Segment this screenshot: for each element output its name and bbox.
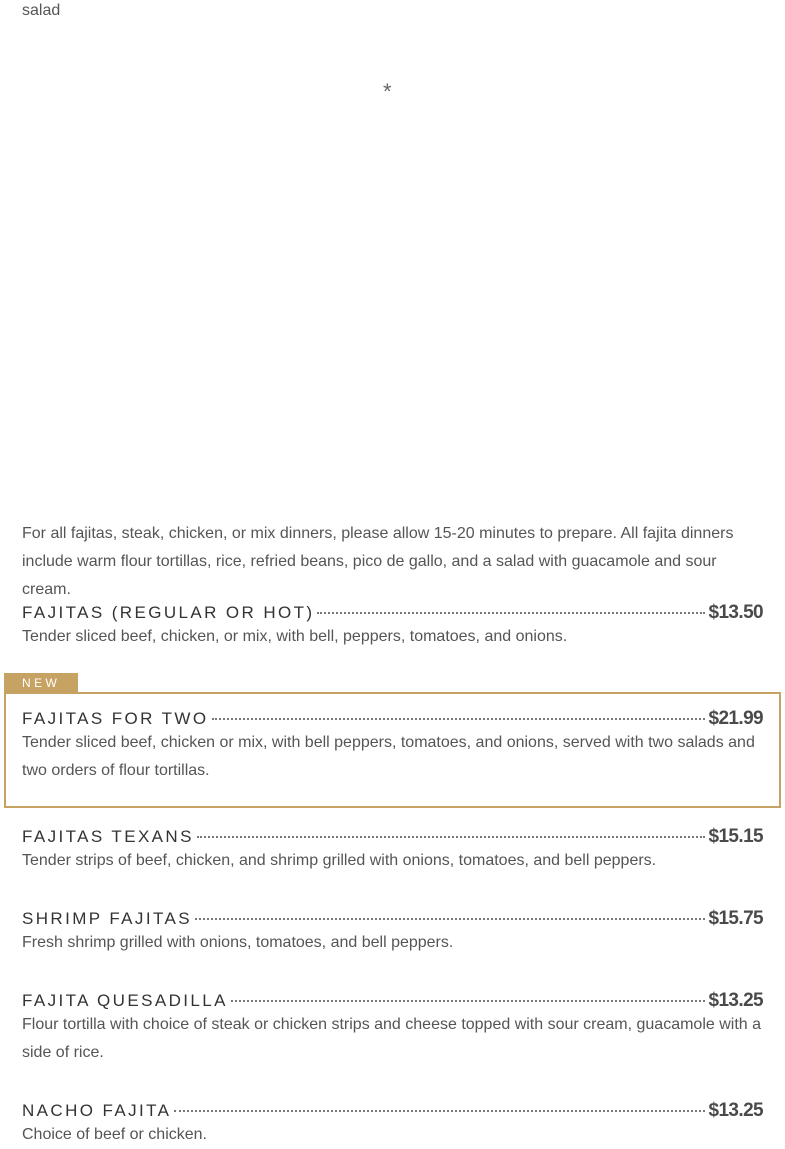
menu-item-description: Fresh shrimp grilled with onions, tomatoes, and bell peppers. [22, 934, 454, 951]
menu-item-description: Tender sliced beef, chicken or mix, with bell peppers, tomatoes, and onions, served with two salads and two orders of flour tortillas. [22, 734, 755, 779]
menu-item-description: Tender sliced beef, chicken, or mix, with bell, peppers, tomatoes, and onions. [22, 628, 568, 645]
menu-item-name: FAJITA QUESADILLA [22, 991, 228, 1010]
menu-item-name: FAJITAS (REGULAR OR HOT) [22, 603, 315, 622]
fajitas-section-intro: For all fajitas, steak, chicken, or mix dinners, please allow 15-20 minutes to prepare. All fajita dinners include warm flour tortillas, rice, refried beans, pico de gallo, and a salad with guacamole and sour cream. [22, 525, 734, 598]
menu-item-description: Flour tortilla with choice of steak or chicken strips and cheese topped with sour cream, guacamole with a side of rice. [22, 1016, 762, 1061]
menu-item-shrimp-fajitas [22, 908, 763, 957]
menu-item-header [22, 908, 763, 930]
menu-item-header [22, 602, 763, 624]
menu-item-fajitas-texans [22, 826, 763, 875]
previous-item-description-tail: salad [22, 2, 61, 19]
menu-item-name: SHRIMP FAJITAS [22, 909, 192, 928]
menu-item-fajitas-for-two [22, 708, 763, 785]
menu-item-nacho-fajita [22, 1100, 763, 1149]
new-badge: NEW [4, 673, 78, 693]
menu-item-name: FAJITAS TEXANS [22, 827, 194, 846]
menu-item-name: FAJITAS FOR TWO [22, 709, 209, 728]
menu-item-description: Choice of beef or chicken. [22, 1126, 207, 1143]
dot-leader [212, 718, 706, 720]
menu-item-description: Tender strips of beef, chicken, and shrimp grilled with onions, tomatoes, and bell peppers. [22, 852, 657, 869]
menu-item-price: $13.25 [708, 990, 763, 1011]
dot-leader [197, 836, 706, 838]
menu-item-fajita-quesadilla [22, 990, 763, 1067]
menu-item-price: $15.15 [708, 826, 763, 847]
menu-item-name: NACHO FAJITA [22, 1101, 172, 1120]
menu-item-price: $15.75 [708, 908, 763, 929]
menu-item-fajitas-regular-or-hot [22, 602, 763, 651]
menu-item-header [22, 990, 763, 1012]
dot-leader [195, 918, 706, 920]
menu-item-header [22, 826, 763, 848]
menu-item-header [22, 1100, 763, 1122]
dot-leader [317, 612, 705, 614]
asterisk-divider-icon: * [383, 79, 392, 104]
menu-item-price: $13.50 [708, 602, 763, 623]
menu-item-price: $21.99 [708, 708, 763, 729]
menu-item-price: $13.25 [708, 1100, 763, 1121]
menu-item-header [22, 708, 763, 730]
dot-leader [174, 1110, 705, 1112]
dot-leader [231, 1000, 706, 1002]
